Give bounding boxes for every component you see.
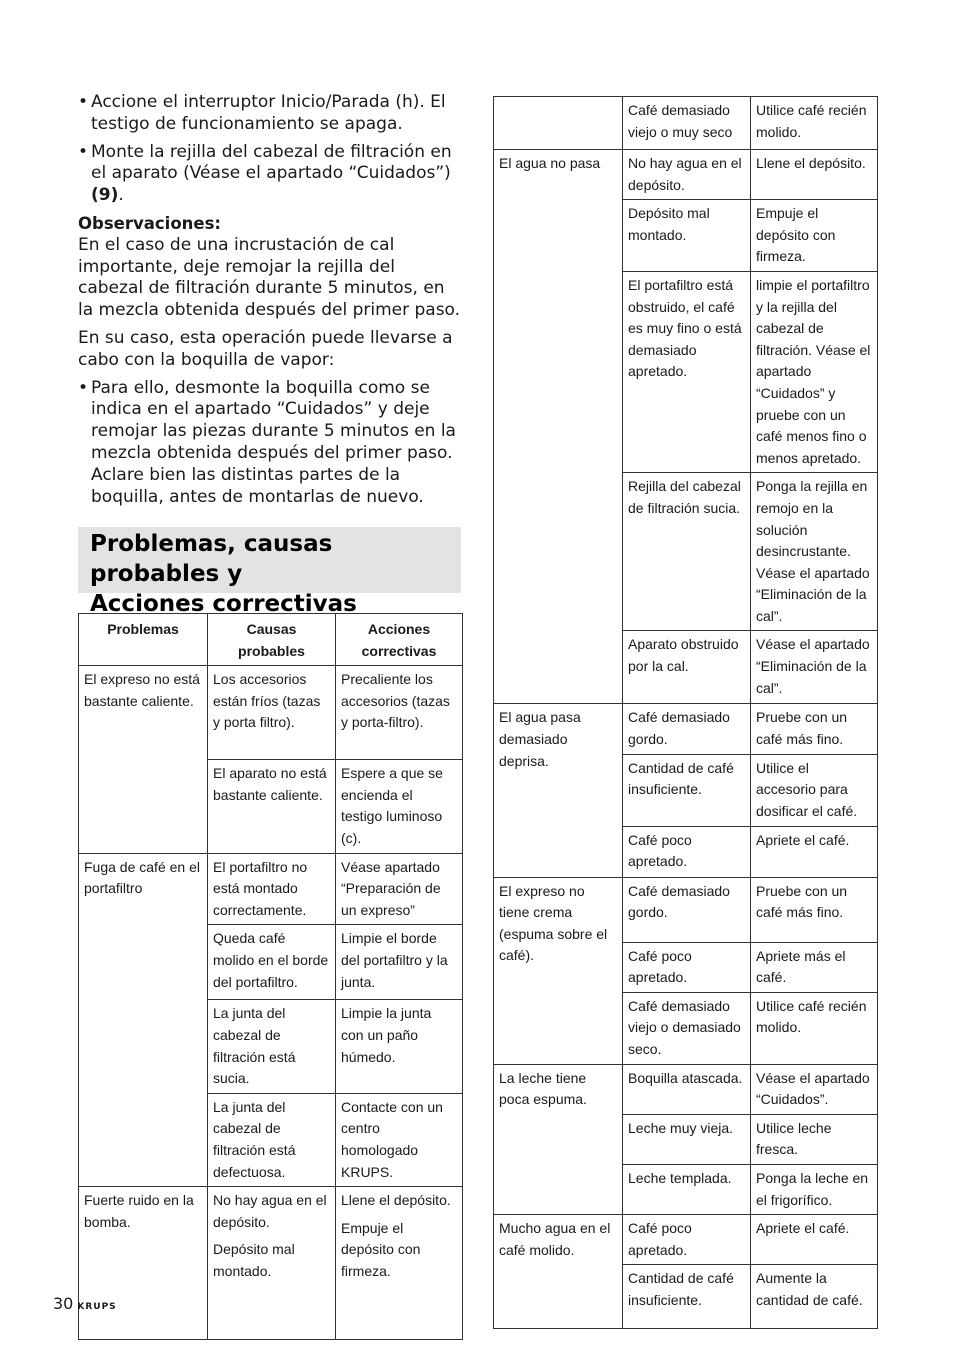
cause-cell: Depósito mal montado. [623, 200, 751, 272]
table-row [494, 150, 878, 200]
cause-cell: Café poco apretado. [623, 826, 751, 877]
page-number: 30 [53, 1294, 74, 1313]
table-header-row [79, 614, 463, 666]
cause-cell: Leche templada. [623, 1165, 751, 1215]
section-heading [90, 529, 461, 619]
problem-cell: El expreso no está bastante caliente. [79, 666, 208, 853]
troubleshooting-table-right [493, 96, 878, 1329]
figure-ref: (9) [91, 185, 119, 206]
cause-cell: Aparato obstruido por la cal. [623, 631, 751, 704]
action-cell: Utilice café recién molido. [751, 97, 878, 150]
paragraph: En su caso, esta operación puede llevarse a cabo con la boquilla de vapor: [78, 327, 453, 370]
bullet-item [78, 142, 462, 207]
cause-cell [208, 1187, 336, 1340]
action-cell: limpie el portafiltro y la rejilla del cabezal de filtración. Véase el apartado “Cuidados” y pruebe con un café menos fino o menos apretado. [751, 271, 878, 472]
bullet-end: . [118, 185, 124, 206]
cause-text: No hay agua en el depósito. [213, 1192, 327, 1230]
cause-cell: Café poco apretado. [623, 942, 751, 992]
cause-cell: No hay agua en el depósito. [623, 150, 751, 200]
bullet-item [78, 92, 462, 136]
action-cell: Apriete el café. [751, 826, 878, 877]
action-cell: Utilice leche fresca. [751, 1114, 878, 1164]
problem-cell: El agua no pasa [494, 150, 623, 704]
cause-cell: La junta del cabezal de filtración está defectuosa. [208, 1093, 336, 1186]
troubleshooting-table-left [78, 613, 463, 1340]
problem-cell: Fuerte ruido en la bomba. [79, 1187, 208, 1340]
page-footer [53, 1294, 117, 1313]
table-row [494, 1064, 878, 1114]
cause-cell: Café demasiado gordo. [623, 704, 751, 754]
cause-cell: Boquilla atascada. [623, 1064, 751, 1114]
paragraph: En el caso de una incrustación de cal importante, deje remojar la rejilla del cabezal de filtración durante 5 minutos, en la mezcla obtenida después del primer paso. [78, 234, 461, 321]
column-header: Problemas [79, 614, 208, 666]
table-row [79, 1187, 463, 1340]
cause-cell: Rejilla del cabezal de filtración sucia. [623, 473, 751, 631]
problem-cell [494, 97, 623, 150]
problem-cell: La leche tiene poca espuma. [494, 1064, 623, 1215]
action-cell: Utilice café recién molido. [751, 992, 878, 1064]
action-cell: Apriete más el café. [751, 942, 878, 992]
table-row [494, 704, 878, 754]
heading-line: Acciones correctivas [90, 591, 357, 617]
observations-title: Observaciones: [78, 213, 222, 233]
table-row [494, 877, 878, 942]
cause-cell: Los accesorios están fríos (tazas y porta filtro). [208, 666, 336, 760]
cause-cell: Cantidad de café insuficiente. [623, 1265, 751, 1329]
cause-cell: Queda café molido en el borde del portafiltro. [208, 925, 336, 1000]
action-cell: Véase el apartado “Cuidados”. [751, 1064, 878, 1114]
bullet-text: Accione el interruptor Inicio/Parada (h). El testigo de funcionamiento se apaga. [91, 92, 446, 134]
cause-cell: Café poco apretado. [623, 1215, 751, 1265]
cause-cell: El portafiltro está obstruido, el café es muy fino o está demasiado apretado. [623, 271, 751, 472]
action-cell: Utilice el accesorio para dosificar el café. [751, 754, 878, 826]
bullet-marker: • [78, 92, 89, 112]
action-cell: Limpie la junta con un paño húmedo. [336, 1000, 463, 1093]
cause-cell: Leche muy vieja. [623, 1114, 751, 1164]
column-header: Causas probables [208, 614, 336, 666]
action-cell: Espere a que se encienda el testigo luminoso (c). [336, 760, 463, 853]
cause-text: Depósito mal montado. [213, 1241, 295, 1279]
problem-cell: El expreso no tiene crema (espuma sobre el café). [494, 877, 623, 1064]
problem-cell: Fuga de café en el portafiltro [79, 853, 208, 1187]
table-row [494, 97, 878, 150]
bullet-text: Para ello, desmonte la boquilla como se indica en el apartado “Cuidados” y deje remojar las piezas durante 5 minutos en la mezcla obtenida después del primer paso. Aclare bien las distintas partes de la boquilla, antes de montarlas de nuevo. [91, 377, 456, 507]
table-row [79, 853, 463, 925]
table-row [79, 666, 463, 760]
heading-line: Problemas, causas probables y [90, 531, 333, 587]
cause-cell: Café demasiado gordo. [623, 877, 751, 942]
action-cell: Apriete el café. [751, 1215, 878, 1265]
action-cell: Pruebe con un café más fino. [751, 877, 878, 942]
cause-cell: Cantidad de café insuficiente. [623, 754, 751, 826]
action-cell: Ponga la leche en el frigorífico. [751, 1165, 878, 1215]
action-cell: Limpie el borde del portafiltro y la junta. [336, 925, 463, 1000]
bullet-item [78, 378, 462, 509]
bullet-text: Monte la rejilla del cabezal de filtración en el aparato (Véase el apartado “Cuidados”) [91, 141, 452, 184]
problem-cell: Mucho agua en el café molido. [494, 1215, 623, 1329]
action-cell: Véase el apartado “Eliminación de la cal”. [751, 631, 878, 704]
column-header: Acciones correctivas [336, 614, 463, 666]
cause-cell: Café demasiado viejo o muy seco [623, 97, 751, 150]
section-heading-box [78, 527, 461, 617]
action-cell: Empuje el depósito con firmeza. [751, 200, 878, 272]
table-row [494, 1215, 878, 1265]
cause-cell: La junta del cabezal de filtración está sucia. [208, 1000, 336, 1093]
problem-cell: El agua pasa demasiado deprisa. [494, 704, 623, 877]
action-cell: Contacte con un centro homologado KRUPS. [336, 1093, 463, 1186]
action-cell: Ponga la rejilla en remojo en la solución desincrustante. Véase el apartado “Eliminación de la cal”. [751, 473, 878, 631]
action-text: Empuje el depósito con firmeza. [341, 1219, 421, 1279]
action-cell: Llene el depósito. [751, 150, 878, 200]
action-cell [336, 1187, 463, 1340]
bullet-marker: • [78, 141, 89, 162]
bullet-marker: • [78, 377, 89, 398]
cause-cell: El portafiltro no está montado correctamente. [208, 853, 336, 925]
action-cell: Aumente la cantidad de café. [751, 1265, 878, 1329]
cause-cell: El aparato no está bastante caliente. [208, 760, 336, 853]
action-text: Llene el depósito. [341, 1192, 451, 1209]
cause-cell: Café demasiado viejo o demasiado seco. [623, 992, 751, 1064]
action-cell: Precaliente los accesorios (tazas y porta-filtro). [336, 666, 463, 760]
action-cell: Pruebe con un café más fino. [751, 704, 878, 754]
brand-label: KRUPS [77, 1302, 117, 1312]
instructions-column [78, 92, 462, 514]
action-cell: Véase apartado “Preparación de un expreso” [336, 853, 463, 925]
